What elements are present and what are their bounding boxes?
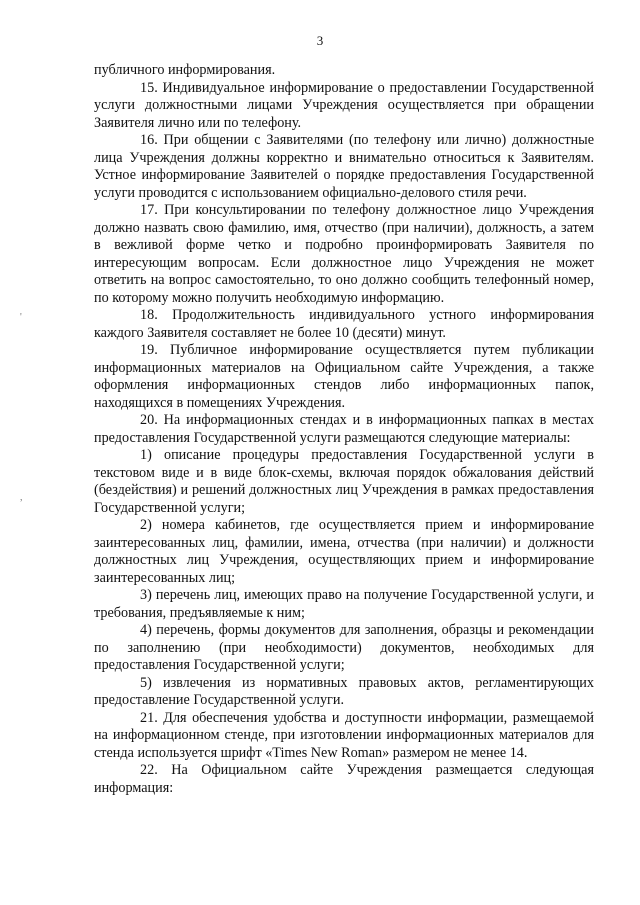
paragraph-18: 18. Продолжительность индивидуального устного информирования каждого Заявителя составляет не более 10 (десяти) минут. xyxy=(94,307,594,341)
list-item-5: 5) извлечения из нормативных правовых актов, регламентирующих предоставление Государственной услуги. xyxy=(94,674,594,708)
paragraph-20: 20. На информационных стендах и в информационных папках в местах предоставления Государственной услуги размещаются следующие материалы: xyxy=(94,412,594,446)
list-item-4: 4) перечень, формы документов для заполнения, образцы и рекомендации по заполнению (при необходимости) документов, необходимых для предоставления Государственной услуги; xyxy=(94,622,594,673)
list-item-2: 2) номера кабинетов, где осуществляется прием и информирование заинтересованных лиц, фамилии, имена, отчества (при наличии) и должности должностных лиц Учреждения, осуществляющих прием и информирование заинтересованных лиц; xyxy=(94,517,594,586)
paragraph-22: 22. На Официальном сайте Учреждения размещается следующая информация: xyxy=(94,762,594,796)
paragraph-17: 17. При консультировании по телефону должностное лицо Учреждения должно назвать свою фамилию, имя, отчество (при наличии), должность, а затем в вежливой форме четко и подробно проинформировать Заявителя по интересующим вопросам. Если должностное лицо Учреждения не может ответить на вопрос самостоятельно, то оно должно сообщить телефонный номер, по которому можно получить необходимую информацию. xyxy=(94,202,594,306)
document-body xyxy=(94,62,594,797)
paragraph-continuation: публичного информирования. xyxy=(94,62,276,78)
paragraph-21: 21. Для обеспечения удобства и доступности информации, размещаемой на информационном стенде, при изготовлении информационных материалов для стенда используется шрифт «Times New Roman» размером не менее 14. xyxy=(94,709,594,761)
list-item-3: 3) перечень лиц, имеющих право на получение Государственной услуги, и требования, предъявляемые к ним; xyxy=(94,587,594,621)
paragraph-16: 16. При общении с Заявителями (по телефону или лично) должностные лица Учреждения должны корректно и внимательно относиться к Заявителям. Устное информирование Заявителей о порядке предоставления Государственной услуги проводится с использованием официально-делового стиля речи. xyxy=(94,132,594,201)
list-item-1: 1) описание процедуры предоставления Государственной услуги в текстовом виде и в виде блок-схемы, включая порядок обжалования действий (бездействия) и решений должностных лиц Учреждения в рамках предоставления Государственной услуги; xyxy=(94,447,594,516)
paragraph-19: 19. Публичное информирование осуществляется путем публикации информационных материалов на Официальном сайте Учреждения, а также оформления информационных стендов либо информационных папок, находящихся в помещениях Учреждения. xyxy=(94,342,594,411)
margin-tick-mark: , xyxy=(20,492,23,503)
page-number: 3 xyxy=(316,33,324,48)
margin-tick-mark: ' xyxy=(20,312,22,323)
paragraph-15: 15. Индивидуальное информирование о предоставлении Государственной услуги должностными лицами Учреждения осуществляется при обращении Заявителя лично или по телефону. xyxy=(94,79,594,131)
